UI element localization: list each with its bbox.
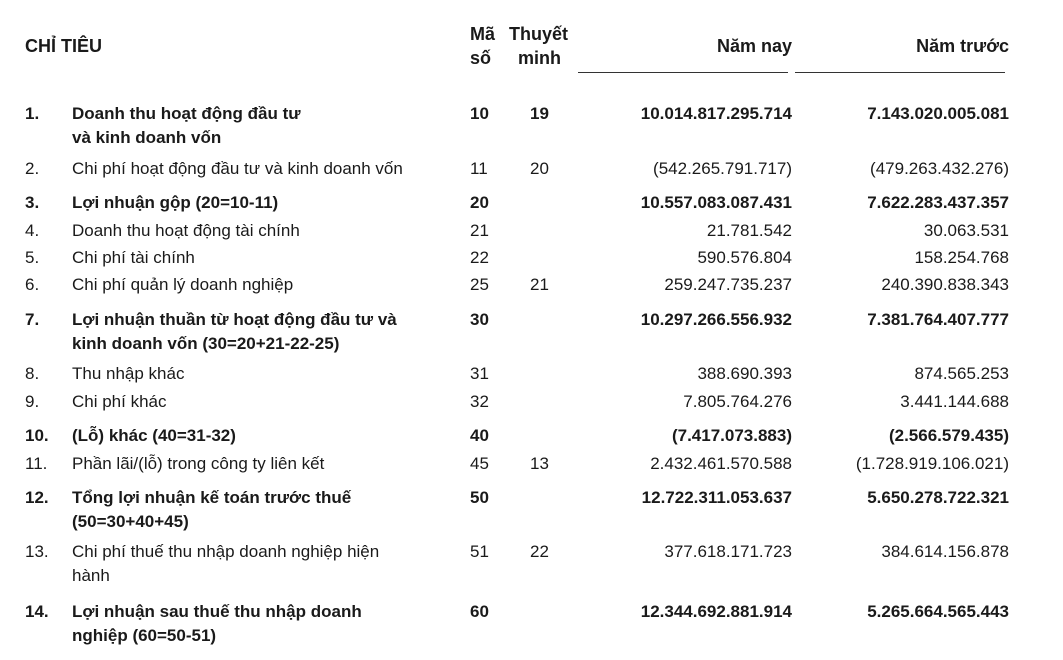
row-previous: 158.254.768 (914, 248, 1009, 267)
header-code-line1: Mã (470, 24, 496, 44)
row-previous: 3.441.144.688 (900, 392, 1009, 411)
row-number: 13. (25, 542, 49, 561)
row-previous: 874.565.253 (914, 364, 1009, 383)
row-previous: (1.728.919.106.021) (855, 454, 1009, 473)
row-name: (Lỗ) khác (40=31-32) (72, 426, 236, 445)
header-previous-year: Năm trước (916, 36, 1009, 56)
row-current: 10.557.083.087.431 (640, 193, 792, 212)
row-current: (542.265.791.717) (653, 159, 792, 178)
row-previous: 7.381.764.407.777 (867, 310, 1009, 329)
row-name-line1: Doanh thu hoạt động đầu tư và kinh doanh vốn (72, 104, 301, 147)
row-previous: (2.566.579.435) (888, 426, 1009, 445)
row-code: 32 (470, 392, 489, 411)
row-code: 31 (470, 364, 489, 383)
row-number: 12. (25, 488, 49, 507)
row-number: 14. (25, 602, 49, 621)
header-indicator: CHỈ TIÊU (25, 36, 103, 56)
row-previous: 240.390.838.343 (881, 275, 1009, 294)
row-previous: 7.143.020.005.081 (867, 104, 1009, 123)
row-current: 388.690.393 (697, 364, 792, 383)
row-code: 11 (470, 159, 488, 178)
row-name: Tổng lợi nhuận kế toán trước thuế (50=30+40+45) (72, 488, 352, 531)
header-current-year: Năm nay (716, 36, 792, 56)
row-previous: 30.063.531 (923, 221, 1009, 240)
row-note: 20 (530, 159, 549, 178)
header-note-line1: Thuyết (509, 24, 569, 44)
header-code-line2: số (470, 48, 492, 68)
row-current: 7.805.764.276 (683, 392, 792, 411)
current-year-underline (578, 72, 788, 73)
row-name: Lợi nhuận thuần từ hoạt động đầu tư và kinh doanh vốn (30=20+21-22-25) (72, 310, 397, 353)
row-number: 8. (25, 364, 40, 383)
row-current: 12.722.311.053.637 (641, 488, 792, 507)
row-code: 50 (470, 488, 489, 507)
row-current: 377.618.171.723 (664, 542, 792, 561)
row-number: 4. (25, 221, 40, 240)
row-current: 21.781.542 (706, 221, 792, 240)
row-code: 10 (470, 104, 489, 123)
row-code: 22 (470, 248, 489, 267)
row-number: 10. (25, 426, 49, 445)
row-code: 40 (470, 426, 489, 445)
row-note: 22 (530, 542, 549, 561)
row-name: Chi phí hoạt động đầu tư và kinh doanh vốn (72, 159, 403, 178)
row-name: Doanh thu hoạt động tài chính (72, 221, 300, 240)
row-number: 5. (25, 248, 40, 267)
row-previous: (479.263.432.276) (870, 159, 1009, 178)
row-note: 21 (530, 275, 549, 294)
row-note: 19 (530, 104, 549, 123)
row-number: 1. (25, 104, 40, 123)
row-name: Chi phí quản lý doanh nghiệp (72, 275, 294, 294)
row-number: 6. (25, 275, 40, 294)
row-previous: 5.650.278.722.321 (867, 488, 1009, 507)
header-note-line2: minh (518, 48, 561, 68)
row-number: 7. (25, 310, 40, 329)
row-number: 2. (25, 159, 40, 178)
row-current: (7.417.073.883) (671, 426, 792, 445)
row-code: 51 (470, 542, 489, 561)
row-name: Chi phí khác (72, 392, 167, 411)
row-code: 20 (470, 193, 489, 212)
row-name: Chi phí thuế thu nhập doanh nghiệp hiện hành (72, 542, 380, 585)
row-current: 10.014.817.295.714 (640, 104, 792, 123)
row-code: 21 (470, 221, 489, 240)
row-name: Phần lãi/(lỗ) trong công ty liên kết (72, 454, 325, 473)
row-name: Thu nhập khác (72, 364, 185, 383)
row-current: 2.432.461.570.588 (650, 454, 792, 473)
row-current: 590.576.804 (697, 248, 792, 267)
row-previous: 7.622.283.437.357 (867, 193, 1009, 212)
row-previous: 384.614.156.878 (881, 542, 1009, 561)
row-code: 60 (470, 602, 489, 621)
row-previous: 5.265.664.565.443 (867, 602, 1009, 621)
row-name: Lợi nhuận gộp (20=10-11) (72, 193, 279, 212)
row-number: 11. (25, 454, 48, 473)
row-code: 25 (470, 275, 489, 294)
row-code: 45 (470, 454, 489, 473)
row-name: Lợi nhuận sau thuế thu nhập doanh nghiệp (60=50-51) (72, 602, 362, 645)
row-name: Chi phí tài chính (72, 248, 195, 267)
row-note: 13 (530, 454, 549, 473)
row-current: 259.247.735.237 (664, 275, 792, 294)
row-current: 12.344.692.881.914 (640, 602, 792, 621)
previous-year-underline (795, 72, 1005, 73)
row-number: 3. (25, 193, 40, 212)
row-current: 10.297.266.556.932 (640, 310, 792, 329)
row-code: 30 (470, 310, 489, 329)
row-number: 9. (25, 392, 40, 411)
